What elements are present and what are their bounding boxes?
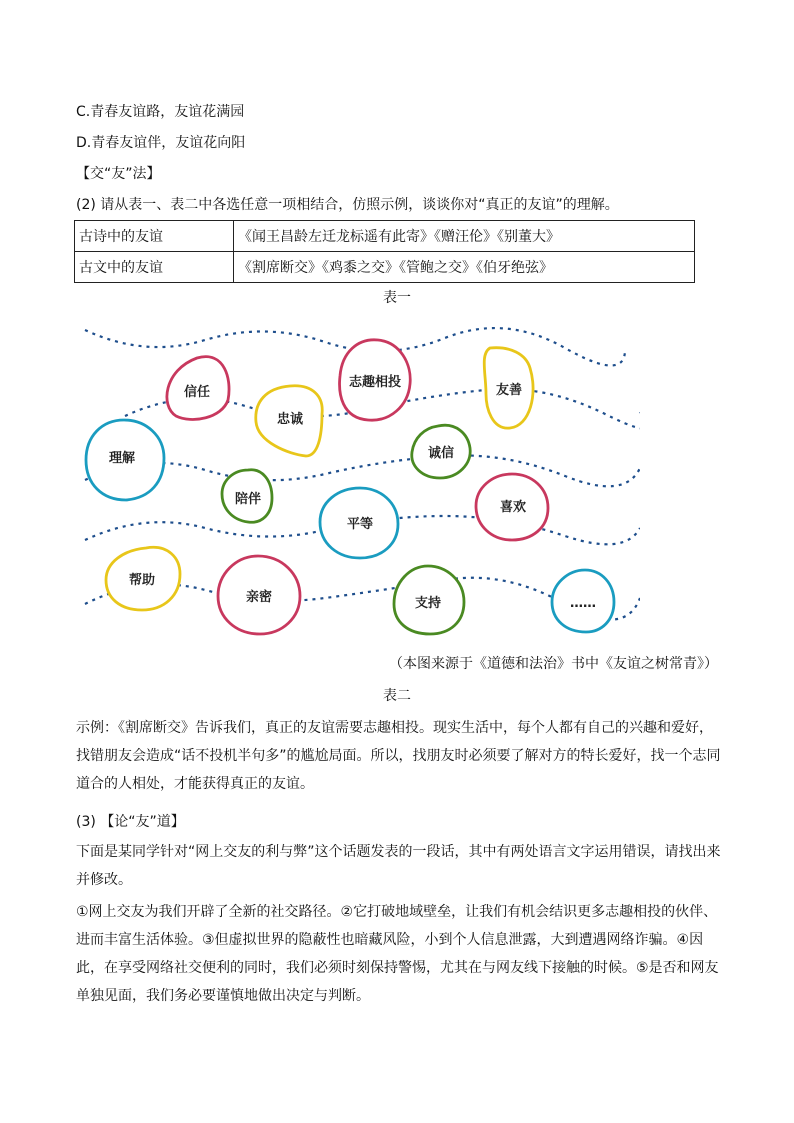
node-label: 友善: [495, 383, 523, 398]
node-label: 支持: [414, 596, 442, 611]
node-label: 帮助: [128, 573, 156, 588]
question-3-passage: ①网上交友为我们开辟了全新的社交路径。②它打破地域壁垒，让我们有机会结识更多志趣相投的伙伴、进而丰富生活体验。③但虚拟世界的隐蔽性也暗藏风险，小到个人信息泄露，大到遭遇网络诈骗。④因此，在享受网络社交便利的同时，我们必须时刻保持警惕，尤其在与网友线下接触的时候。⑤是否和网友单独见面，我们务必要谨慎地做出决定与判断。: [76, 904, 719, 1004]
node-label: ……: [570, 596, 596, 611]
example-paragraph: 示例：《割席断交》告诉我们，真正的友谊需要志趣相投。现实生活中，每个人都有自己的兴趣和爱好，找错朋友会造成“话不投机半句多”的尴尬局面。所以，找朋友时必须要了解对方的特长爱好，找一个志同道合的人相处，才能获得真正的友谊。: [76, 720, 721, 792]
option-d: D.青春友谊伴，友谊花向阳: [76, 135, 246, 151]
diagram-source-note: （本图来源于《道德和法治》书中《友谊之树常青》）: [389, 656, 718, 672]
question-3-instruction: 下面是某同学针对“网上交友的利与弊”这个话题发表的一段话，其中有两处语言文字运用错误，请找出来并修改。: [76, 844, 721, 888]
friendship-tree-diagram: [80, 318, 640, 648]
table-row: [75, 252, 695, 283]
question-3-title: (3) 【论“友”道】: [76, 814, 185, 830]
option-c: C.青春友谊路，友谊花满园: [76, 104, 245, 120]
node-label: 理解: [108, 451, 136, 466]
node-label: 信任: [183, 385, 211, 400]
node-label: 平等: [346, 517, 374, 532]
table-one-caption: 表一: [383, 290, 411, 306]
table-cell-content: 《割席断交》《鸡黍之交》《管鲍之交》《伯牙绝弦》: [234, 252, 695, 283]
question-2-prompt: (2) 请从表一、表二中各选任意一项相结合，仿照示例，谈谈你对“真正的友谊”的理解。: [76, 197, 619, 213]
table-two-caption: 表二: [383, 688, 411, 704]
table-cell-label: 古诗中的友谊: [75, 221, 234, 252]
node-label: 亲密: [245, 590, 273, 605]
node-label: 诚信: [427, 446, 455, 461]
table-row: [75, 221, 695, 252]
node-label: 忠诚: [276, 412, 304, 427]
table-cell-content: 《闻王昌龄左迁龙标遥有此寄》《赠汪伦》《别董大》: [234, 221, 695, 252]
table-cell-label: 古文中的友谊: [75, 252, 234, 283]
node-label: 喜欢: [499, 500, 527, 515]
node-label: 陪伴: [234, 492, 262, 507]
table-one: [74, 220, 695, 283]
wave-line: [85, 455, 640, 486]
section-heading-jiaoyou: 【交“友”法】: [76, 166, 161, 182]
node-label: 志趣相投: [348, 375, 402, 390]
